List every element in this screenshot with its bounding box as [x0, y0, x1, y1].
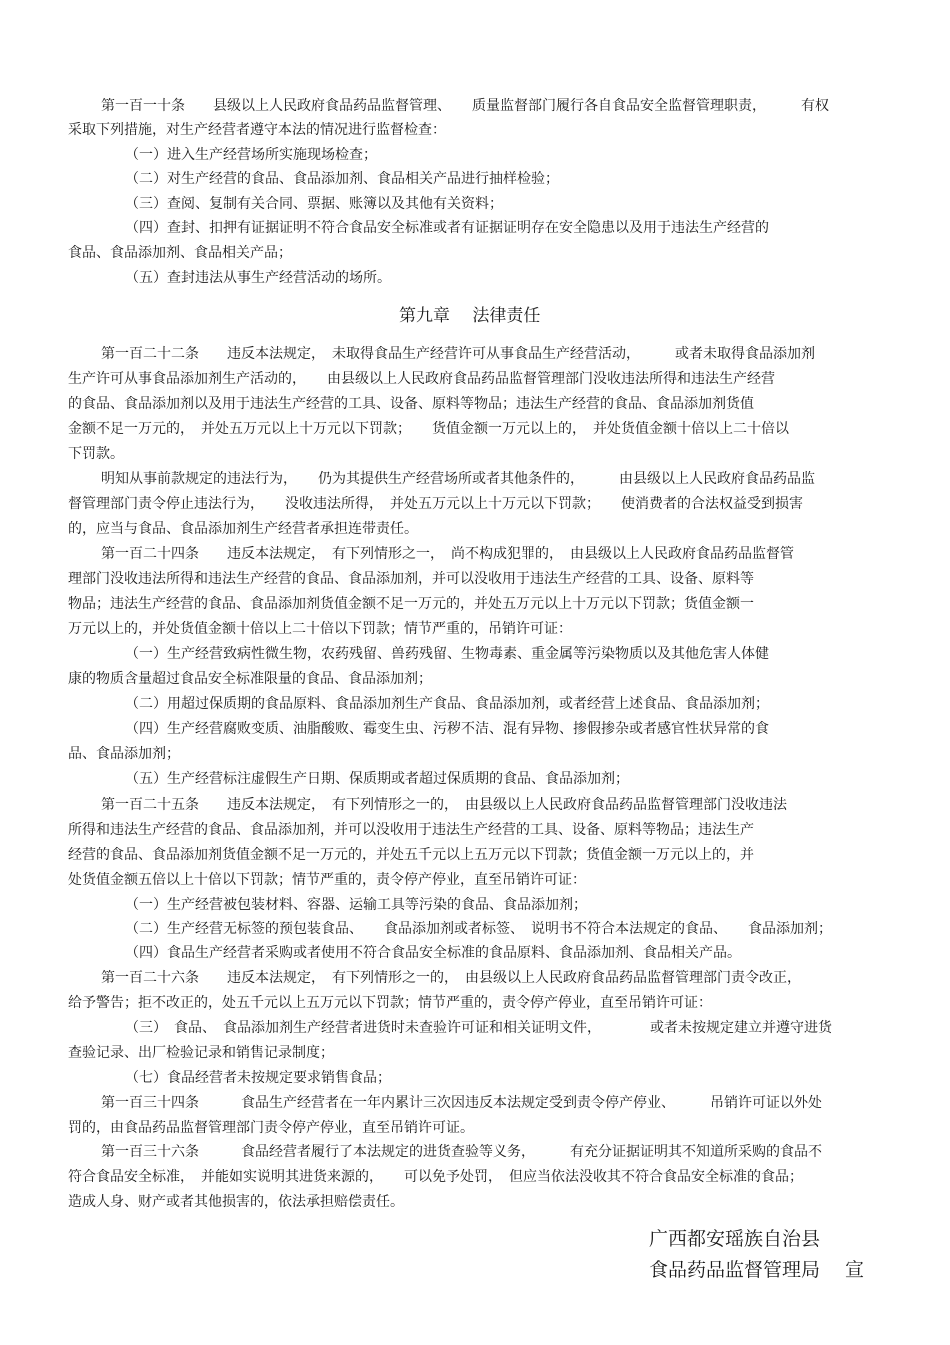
- article-126-line: 给予警告；拒不改正的，处五千元以上五万元以下罚款；情节严重的，责令停产停业，直至吊销许可证：: [68, 995, 712, 1011]
- paragraph-line: 明知从事前款规定的违法行为， 仍为其提供生产经营场所或者其他条件的， 由县级以上人民政府食品药品监: [101, 471, 815, 487]
- paragraph-line: 的，应当与食品、食品添加剂生产经营者承担连带责任。: [68, 521, 418, 537]
- article-136-line: 造成人身、财产或者其他损害的，依法承担赔偿责任。: [68, 1194, 404, 1210]
- article-125-line: 经营的食品、食品添加剂货值金额不足一万元的，并处五千元以上五万元以下罚款；货值金额一万元以上的，并: [68, 847, 754, 863]
- article-124-line: 第一百二十四条 违反本法规定， 有下列情形之一， 尚不构成犯罪的， 由县级以上人民政府食品药品监督管: [101, 546, 794, 562]
- article-126-line: 第一百二十六条 违反本法规定， 有下列情形之一的， 由县级以上人民政府食品药品监督管理部门责令改正，: [101, 970, 801, 986]
- list-item: （四）查封、扣押有证据证明不符合食品安全标准或者有证据证明存在安全隐患以及用于违法生产经营的: [125, 220, 769, 236]
- list-item: （四）生产经营腐败变质、油脂酸败、霉变生虫、污秽不洁、混有异物、掺假掺杂或者感官性状异常的食: [125, 721, 769, 737]
- article-122-line: 第一百二十二条 违反本法规定， 未取得食品生产经营许可从事食品生产经营活动， 或者未取得食品添加剂: [101, 346, 815, 362]
- list-item: （三）查阅、复制有关合同、票据、账簿以及其他有关资料；: [125, 196, 503, 212]
- article-122-line: 金额不足一万元的， 并处五万元以上十万元以下罚款； 货值金额一万元以上的， 并处货值金额十倍以上二十倍以: [68, 421, 789, 437]
- list-item: （一）进入生产经营场所实施现场检查；: [125, 147, 377, 163]
- article-125-line: 第一百二十五条 违反本法规定， 有下列情形之一的， 由县级以上人民政府食品药品监督管理部门没收违法: [101, 797, 787, 813]
- list-item: （三） 食品、 食品添加剂生产经营者进货时未查验许可证和相关证明文件， 或者未按规定建立并遵守进货: [125, 1020, 832, 1036]
- article-124-line: 理部门没收违法所得和违法生产经营的食品、食品添加剂，并可以没收用于违法生产经营的工具、设备、原料等: [68, 571, 754, 587]
- list-item: 康的物质含量超过食品安全标准限量的食品、食品添加剂；: [68, 671, 432, 687]
- list-item: （二）生产经营无标签的预包装食品、 食品添加剂或者标签、 说明书不符合本法规定的食品、 食品添加剂；: [125, 921, 832, 937]
- list-item: （一）生产经营致病性微生物，农药残留、兽药残留、生物毒素、重金属等污染物质以及其他危害人体健: [125, 646, 769, 662]
- list-item: 品、食品添加剂；: [68, 746, 180, 762]
- list-item: （五）查封违法从事生产经营活动的场所。: [125, 270, 391, 286]
- paragraph-line: 督管理部门责令停止违法行为， 没收违法所得， 并处五万元以上十万元以下罚款； 使消费者的合法权益受到损害: [68, 496, 803, 512]
- article-136-line: 第一百三十六条 食品经营者履行了本法规定的进货查验等义务， 有充分证据证明其不知道所采购的食品不: [101, 1144, 822, 1160]
- list-item: 食品、食品添加剂、食品相关产品；: [68, 245, 292, 261]
- article-122-line: 生产许可从事食品添加剂生产活动的， 由县级以上人民政府食品药品监督管理部门没收违法所得和违法生产经营: [68, 371, 775, 387]
- article-125-line: 处货值金额五倍以上十倍以下罚款；情节严重的，责令停产停业，直至吊销许可证：: [68, 872, 586, 888]
- signature-line-1: 广西都安瑶族自治县: [649, 1228, 821, 1250]
- article-134-line: 罚的，由食品药品监督管理部门责令停产停业，直至吊销许可证。: [68, 1120, 474, 1136]
- article-125-line: 所得和违法生产经营的食品、食品添加剂，并可以没收用于违法生产经营的工具、设备、原料等物品；违法生产: [68, 822, 754, 838]
- list-item: （二）用超过保质期的食品原料、食品添加剂生产食品、食品添加剂，或者经营上述食品、食品添加剂；: [125, 696, 769, 712]
- chapter-title: 第九章 法律责任: [399, 306, 541, 326]
- signature-line-2: 食品药品监督管理局 宣: [649, 1259, 865, 1281]
- article-110-line: 采取下列措施，对生产经营者遵守本法的情况进行监督检查：: [68, 122, 446, 138]
- list-item: 查验记录、出厂检验记录和销售记录制度；: [68, 1045, 334, 1061]
- article-122-line: 下罚款。: [68, 446, 124, 462]
- list-item: （一）生产经营被包装材料、容器、运输工具等污染的食品、食品添加剂；: [125, 897, 587, 913]
- list-item: （二）对生产经营的食品、食品添加剂、食品相关产品进行抽样检验；: [125, 171, 559, 187]
- article-124-line: 万元以上的，并处货值金额十倍以上二十倍以下罚款；情节严重的，吊销许可证：: [68, 621, 572, 637]
- list-item: （四）食品生产经营者采购或者使用不符合食品安全标准的食品原料、食品添加剂、食品相关产品。: [125, 945, 741, 961]
- article-136-line: 符合食品安全标准， 并能如实说明其进货来源的， 可以免予处罚， 但应当依法没收其不符合食品安全标准的食品；: [68, 1169, 803, 1185]
- article-122-line: 的食品、食品添加剂以及用于违法生产经营的工具、设备、原料等物品；违法生产经营的食品、食品添加剂货值: [68, 396, 754, 412]
- list-item: （五）生产经营标注虚假生产日期、保质期或者超过保质期的食品、食品添加剂；: [125, 771, 629, 787]
- article-124-line: 物品；违法生产经营的食品、食品添加剂货值金额不足一万元的，并处五万元以上十万元以下罚款；货值金额一: [68, 596, 754, 612]
- article-134-line: 第一百三十四条 食品生产经营者在一年内累计三次因违反本法规定受到责令停产停业、 吊销许可证以外处: [101, 1095, 822, 1111]
- list-item: （七）食品经营者未按规定要求销售食品；: [125, 1070, 391, 1086]
- article-110-line: 第一百一十条 县级以上人民政府食品药品监督管理、 质量监督部门履行各自食品安全监督管理职责， 有权: [101, 98, 829, 114]
